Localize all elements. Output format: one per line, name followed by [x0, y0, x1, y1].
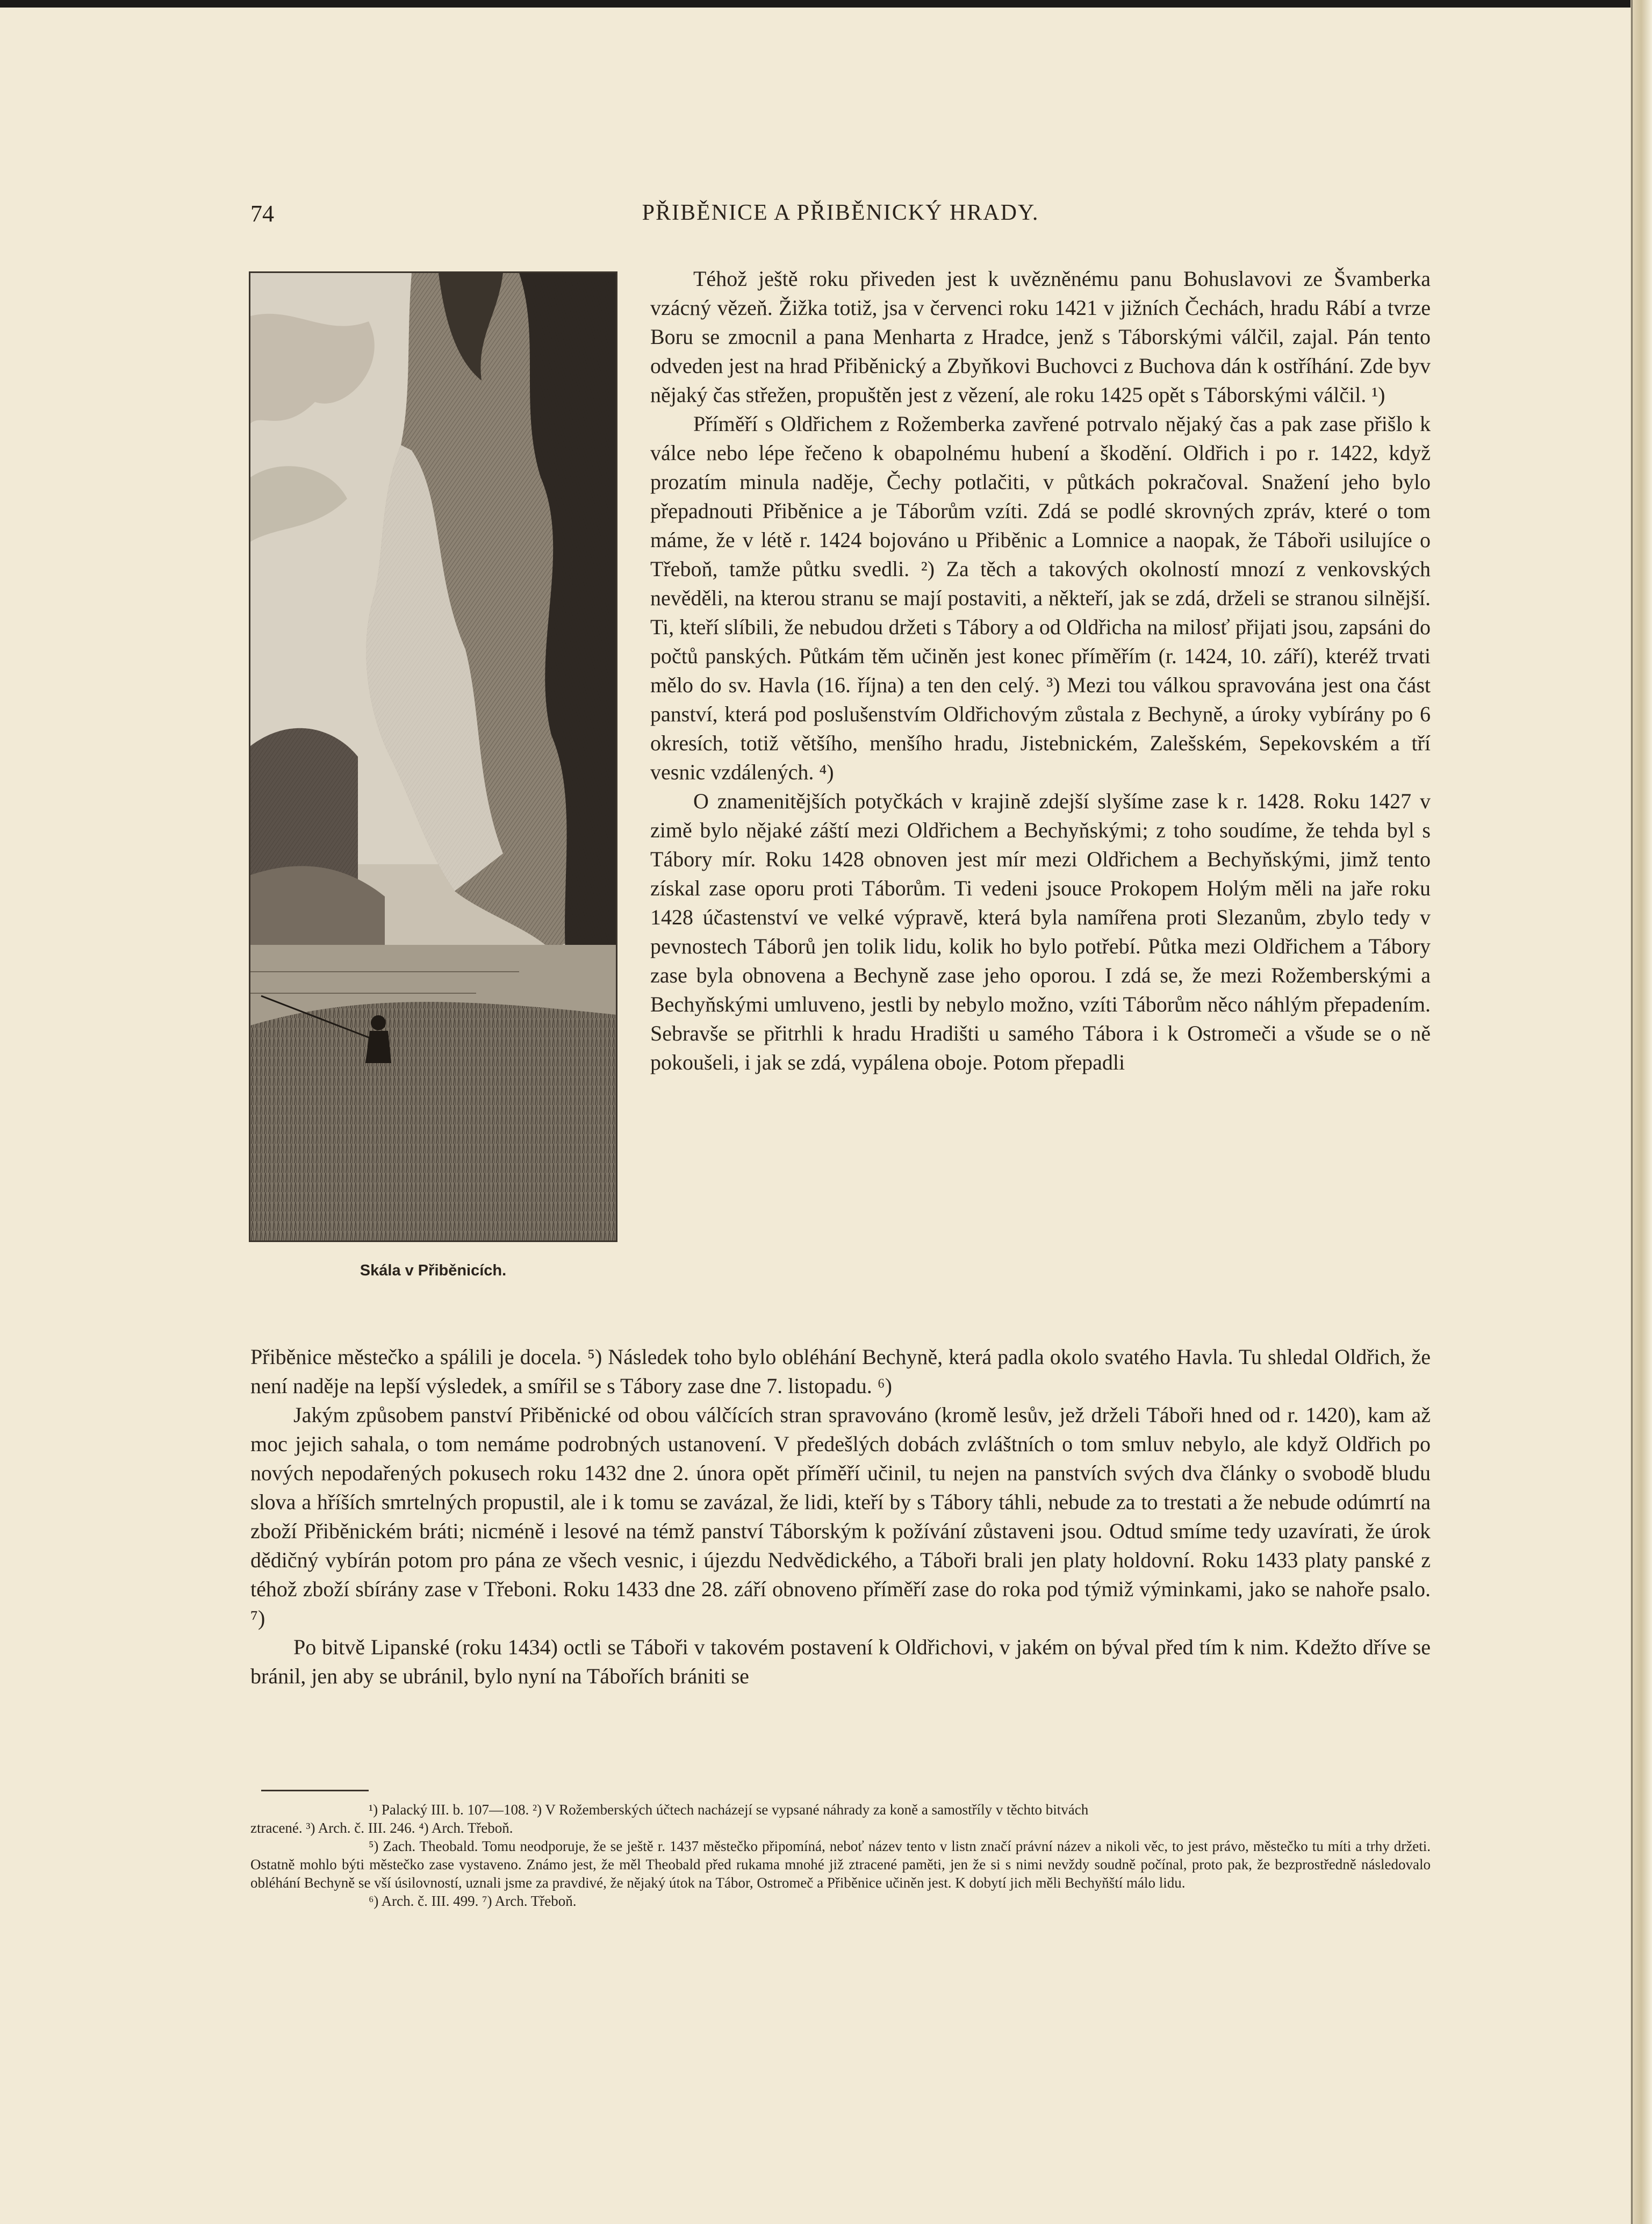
running-title: PŘIBĚNICE A PŘIBĚNICKÝ HRADY. — [642, 200, 1039, 225]
page-binding-shadow — [1631, 0, 1633, 2224]
paragraph: Jakým způsobem panství Přiběnické od obou válčících stran spravováno (kromě lesův, jež drželi Tábořі hned od r. 1420), kam až moc jejich sahala, o tom nemáme podrobných ustanovení. V předešlých dobách zvláštních o tom smluv nebylo, ale když Oldřich po nových nepodařených pokusech roku 1432 dne 2. února opět příměří učinil, tu nejen na panstvích svých dva články o svobodě bludu slova a hříších smrtelných propustil, ale i k tomu se zavázal, že lidi, kteří by s Tábory táhli, nebude za to trestati a že nebude odúmrtí na zboží Přiběnickém bráti; nicméně i lesové na témž panství Táborským k požívání zůstaveni jsou. Odtud smíme tedy uzavírati, že úrok dědičný vybírán potom pro pána ze všech vesnic, i újezdu Nedvědického, a Tábořі brali jen platy holdovní. Roku 1433 platy panské z téhož zboží sbírány zase v Třeboni. Roku 1433 dne 28. září obnoveno příměří zase do roka pod týmiž výminkami, jako se nahoře psalo. ⁷) — [250, 1403, 1431, 1630]
footnote-rule — [261, 1790, 369, 1791]
illustration-figure — [250, 273, 616, 1279]
page-top-edge — [0, 0, 1652, 8]
paragraph: Téhož ještě roku přiveden jest k uvězněnému panu Bohuslavovi ze Švamberka vzácný vězeň. Žižka totiž, jsa v červenci roku 1421 v jižních Čechách, hradu Rábí a tvrze Boru se zmocnil a pana Menharta z Hradce, jenž s Táborskými válčil, zajal. Pán tento odveden jest na hrad Přiběnický a Zbyňkovi Buchovci z Buchova dán k ostříhání. Zde byv nějaký čas střežen, propuštěn jest z vězení, ale roku 1425 opět s Táborskými válčil. ¹) — [650, 267, 1431, 407]
figure-caption: Skála v Přiběnicích. — [360, 1262, 507, 1279]
right-column-text — [650, 264, 1431, 1077]
paragraph: O znamenitějších potyčkách v krajině zdejší slyšíme zase k r. 1428. Roku 1427 v zimě bylo nějaké záští mezi Oldřichem a Bechyňskými; z toho soudíme, že tehda byl s Tábory mír. Roku 1428 obnoven jest mír mezi Oldřichem a Bechyňskými, jimž tento získal zase oporu proti Táborům. Ti vedeni jsouce Prokopem Holým měli na jaře roku 1428 účastenství ve velké výpravě, která byla namířena proti Slezanům, zbylo tedy v pevnostech Táborů jen tolik lidu, kolik ho bylo potřebí. Půtka mezi Oldřichem a Tábory zase byla obnovena a Bechyně zase jeho oporou. I zdá se, že mezi Rožemberskými a Bechyňskými umluveno, jestli by nebylo možno, vzíti Táborům něco náhlým přepadením. Sebravše se přitrhli k hradu Hradišti u samého Tábora i k Ostromeči a všude se o ně pokoušeli, i jak se zdá, vypálena oboje. Potom přepadli — [650, 789, 1431, 1074]
footnote: ¹) Palacký III. b. 107—108. ²) V Rožemberských účtech nacházejí se vypsané náhrady za koně a samostříly v těchto bitvách — [369, 1802, 1089, 1818]
paragraph-continuation: Přiběnice městečko a spálili je docela. ⁵) Následek toho bylo obléhání Bechyně, která padla okolo svatého Havla. Tu shledal Oldřich, že není naděje na lepší výsledek, a smířil se s Tábory zase dne 7. listopadu. ⁶) — [250, 1345, 1431, 1398]
rock-cliff-engraving — [250, 273, 616, 1240]
paragraph: Příměří s Oldřichem z Rožemberka zavřené potrvalo nějaký čas a pak zase přišlo k válce nebo lépe řečeno k obapolnému hubení a škodění. Oldřich i po r. 1422, když prozatím minula naděje, Čechy potlačiti, v půtkách pokračoval. Snažení jeho bylo přepadnouti Přiběnice a je Táborům vzíti. Zdá se podlé skrovných zpráv, které o tom máme, že v létě r. 1424 bojováno u Přiběnic a Lomnice a naopak, že Tábořі usilujíce o Třeboň, tamže půtku svedli. ²) Za těch a takových okolností mnozí z venkovských nevěděli, na kterou stranu se mají postaviti, a někteří, jak se zdá, drželi se stranou silnější. Ti, kteří slíbili, že nebudou držeti s Tábory a od Oldřicha na milosť přijati jsou, zapsáni do počtů panských. Půtkám těm učiněn jest konec příměřím (r. 1424, 10. září), kteréž trvati mělo do sv. Havla (16. října) a ten den celý. ³) Mezi tou válkou spravována jest ona část panství, která pod poslušenstvím Oldřichovým zůstala z Bechyně, a úroky vybírány po 6 okresích, totiž většího, menšího hradu, Jistebnickém, Zalešském, Sepekovském a tří vesnic vzdálených. ⁴) — [650, 412, 1431, 784]
page-number: 74 — [250, 200, 274, 227]
footnotes — [250, 1800, 1431, 1910]
footnote: ⁵) Zach. Theobald. Tomu neodporuje, že se ještě r. 1437 městečko připomíná, neboť název tento v listn značí právní název a nikoli věc, to jest právo, městečko tu míti a trhy držeti. Ostatně mohlo býti městečko zase vystaveno. Známo jest, že měl Theobald před rukama mnohé již ztracené paměti, jen že si s nimi nevždy soudně počínal, proto pak, že bezprostředně následovalo obléhání Bechyně se vší úsilovností, uznali jsme za pravdivé, že nějaký útok na Tábor, Ostromeč a Přiběnice učiněn jest. K dobytí jich měli Bechyňští málo lidu. — [250, 1838, 1431, 1891]
footnote: ⁶) Arch. č. III. 499. ⁷) Arch. Třeboň. — [369, 1893, 577, 1909]
page-binding-edge — [1631, 0, 1652, 2224]
paragraph: Po bitvě Lipanské (roku 1434) octli se Tábořі v takovém postavení k Oldřichovi, v jakém on býval před tím k nim. Kdežto dříve se bránil, jen aby se ubránil, bylo nyní na Tábořích brániti se — [250, 1635, 1431, 1688]
running-head — [250, 200, 1431, 238]
full-width-text — [250, 1343, 1431, 1691]
footnote: ztracené. ³) Arch. č. III. 246. ⁴) Arch. Třeboň. — [250, 1820, 513, 1836]
